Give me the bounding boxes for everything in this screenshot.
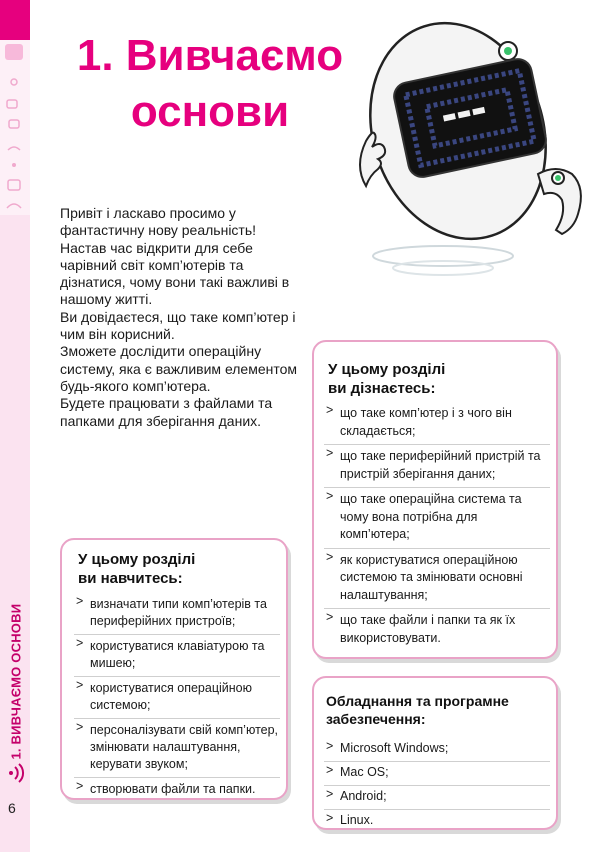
hardware-software-heading-line-2: забезпечення:: [326, 711, 426, 727]
page-title-line-1: 1. Вивчаємо: [76, 31, 344, 80]
you-will-know-list: [324, 402, 550, 651]
wifi-icon: [5, 763, 25, 783]
hardware-software-heading-line-1: Обладнання та програмне: [326, 693, 509, 709]
list-item: > Android;: [324, 785, 550, 809]
you-will-learn-heading: [78, 550, 195, 588]
you-will-learn-heading-line-2: ви навчитесь:: [78, 570, 183, 587]
page-title: [60, 28, 360, 140]
intro-paragraph: Зможете дослідити операційну систему, яка є важливим елементом будь-якого комп’ютера.: [60, 343, 298, 394]
hardware-software-box: [312, 676, 558, 830]
you-will-know-heading-line-1: У цьому розділі: [328, 361, 446, 378]
page-number: 6: [8, 800, 16, 816]
hardware-software-heading: [326, 692, 509, 728]
list-item: > Microsoft Windows;: [324, 738, 550, 761]
you-will-know-heading: [328, 360, 445, 398]
intro-paragraph: Привіт і ласкаво просимо у фантастичну нову реальність!: [60, 205, 257, 239]
page-title-line-2: основи: [130, 87, 290, 136]
robot-illustration: [338, 6, 598, 286]
list-item: > що таке файли і папки та як їх використовувати.: [324, 608, 550, 651]
list-item: > як користуватися операційною системою та змінювати основні налаштування;: [324, 548, 550, 609]
hardware-software-list: [324, 738, 550, 833]
list-item: > користуватися клавіатурою та мишею;: [74, 634, 280, 676]
chapter-sidebar: [0, 0, 30, 852]
you-will-learn-heading-line-1: У цьому розділі: [78, 551, 196, 568]
list-item: > визначати типи комп’ютерів та периферійних пристроїв;: [74, 593, 280, 634]
sidebar-top-accent: [0, 0, 30, 40]
you-will-learn-box: [60, 538, 288, 800]
you-will-know-heading-line-2: ви дізнаєтесь:: [328, 380, 436, 397]
list-item: > Mac OS;: [324, 761, 550, 785]
list-item: > що таке периферійний пристрій та пристрій зберігання даних;: [324, 444, 550, 487]
you-will-learn-list: [74, 593, 280, 802]
sidebar-decoration-icons: [3, 40, 27, 220]
chapter-label-text: 1. ВИВЧАЄМО ОСНОВИ: [8, 603, 24, 760]
list-item: > персоналізувати свій комп’ютер, змінювати налаштування, керувати звуком;: [74, 718, 280, 777]
list-item: > Linux.: [324, 809, 550, 833]
list-item: > створювати файли та папки.: [74, 777, 280, 802]
list-item: > що таке операційна система та чому вона потрібна для комп’ютера;: [324, 487, 550, 548]
intro-text: [60, 205, 300, 430]
intro-paragraph: Ви довідаєтеся, що таке комп’ютер і чим він корисний.: [60, 308, 296, 343]
intro-paragraph: Настав час відкрити для себе чарівний світ комп’ютерів та дізнатися, чому вони такі важливі в нашому житті.: [60, 239, 290, 308]
intro-paragraph: Будете працювати з файлами та папками для зберігання даних.: [60, 395, 273, 429]
list-item: > що таке комп’ютер і з чого він складається;: [324, 402, 550, 444]
you-will-know-box: [312, 340, 558, 659]
list-item: > користуватися операційною системою;: [74, 676, 280, 718]
chapter-label: [3, 595, 29, 765]
